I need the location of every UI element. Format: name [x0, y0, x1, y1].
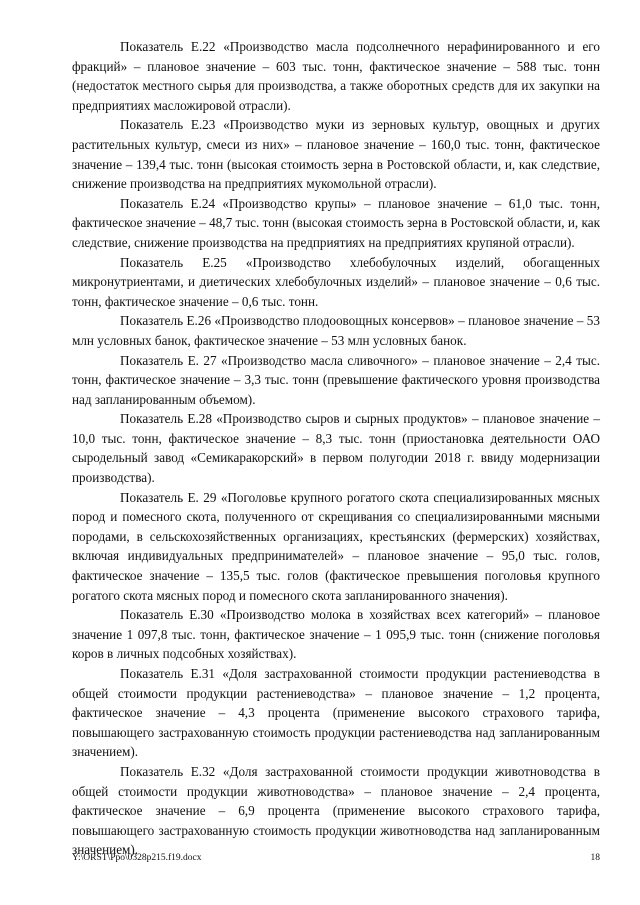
paragraph-e32: Показатель Е.32 «Доля застрахованной стоимости продукции животноводства в общей стоимости продукции животноводства» – плановое значение – 2,4 процента, фактическое значение – 6,9 процента (применение высокого страхового тарифа, повышающего застрахованную стоимость продукции животноводства над запланированным значением). — [72, 763, 600, 858]
page-footer — [72, 853, 600, 863]
paragraph-e31: Показатель Е.31 «Доля застрахованной стоимости продукции растениеводства в общей стоимости продукции растениеводства» – плановое значение – 1,2 процента, фактическое значение – 4,3 процента (применение высокого страхового тарифа, повышающего застрахованную стоимость продукции растениеводства над запланированным значением). — [72, 666, 600, 760]
page-number: 18 — [590, 853, 600, 863]
paragraph-e22: Показатель Е.22 «Производство масла подсолнечного нерафинированного и его фракций» – плановое значение – 603 тыс. тонн, фактическое значение – 588 тыс. тонн (недостаток местного сырья для производства, а также оборотных средств для их закупки на предприятиях масложировой отрасли). — [72, 39, 600, 113]
paragraph-e25: Показатель Е.25 «Производство хлебобулочных изделий, обогащенных микронутриентами, и диетических хлебобулочных изделий» – плановое значение – 0,6 тыс. тонн, фактическое значение – 0,6 тыс. тонн. — [72, 254, 600, 309]
paragraph-e23: Показатель Е.23 «Производство муки из зерновых культур, овощных и других растительных культур, смеси из них» – плановое значение – 160,0 тыс. тонн, фактическое значение – 139,4 тыс. тонн (высокая стоимость зерна в Ростовской области, и, как следствие, снижение производства на предприятиях мукомольной отрасли). — [72, 117, 600, 192]
paragraph-e28: Показатель Е.28 «Производство сыров и сырных продуктов» – плановое значение – 10,0 тыс. тонн, фактическое значение – 8,3 тыс. тонн (приостановка деятельности ОАО сыродельный завод «Семикаракорский» в первом полугодии 2018 г. ввиду модернизации производства). — [72, 411, 600, 486]
paragraph-e27: Показатель Е. 27 «Производство масла сливочного» – плановое значение – 2,4 тыс. тонн, фактическое значение – 3,3 тыс. тонн (превышение фактического уровня производства над запланированным объемом). — [72, 352, 600, 407]
footer-file-path: Y:\ORST\Ppo\0328p215.f19.docx — [72, 853, 202, 863]
paragraph-e24: Показатель Е.24 «Производство крупы» – плановое значение – 61,0 тыс. тонн, фактическое значение – 48,7 тыс. тонн (высокая стоимость зерна в Ростовской области, и, как следствие, снижение производства на предприятиях на предприятиях крупяной отрасли). — [72, 195, 600, 250]
paragraph-e26: Показатель Е.26 «Производство плодоовощных консервов» – плановое значение – 53 млн условных банок, фактическое значение – 53 млн условных банок. — [72, 313, 600, 348]
paragraph-e30: Показатель Е.30 «Производство молока в хозяйствах всех категорий» – плановое значение 1 097,8 тыс. тонн, фактическое значение – 1 095,9 тыс. тонн (снижение поголовья коров в личных подсобных хозяйствах). — [72, 607, 600, 662]
document-body — [72, 37, 600, 860]
paragraph-e29: Показатель Е. 29 «Поголовье крупного рогатого скота специализированных мясных пород и помесного скота, полученного от скрещивания со специализированными мясными породами, в сельскохозяйственных организациях, крестьянских (фермерских) хозяйствах, включая индивидуальных предпринимателей» – плановое значение – 95,0 тыс. голов, фактическое значение – 135,5 тыс. голов (фактическое превышения поголовья крупного рогатого скота мясных пород и помесного скота запланированного значения). — [72, 489, 600, 603]
